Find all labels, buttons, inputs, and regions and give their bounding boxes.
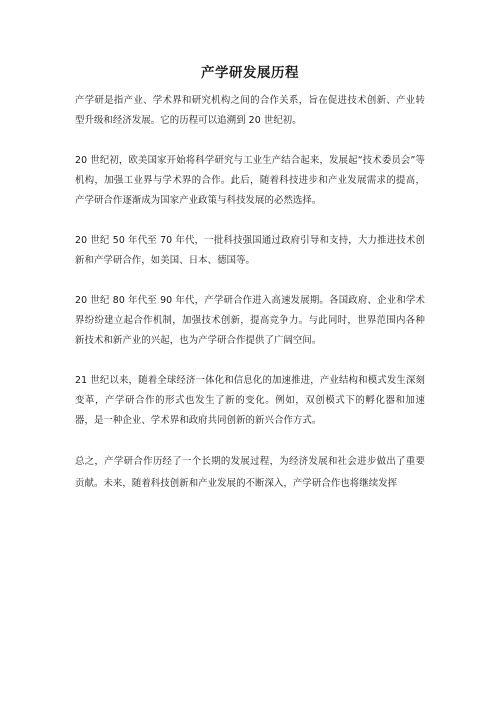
- paragraph-early-20th-century: 20 世纪初，欧美国家开始将科学研究与工业生产结合起来，发展起“技术委员会”等机构，加强工业界与学术界的合作。此后，随着科技进步和产业发展需求的提高，产学研合作逐渐成为国家产业政策与科技发展的必然选择。: [75, 155, 425, 206]
- paragraph-intro: 产学研是指产业、学术界和研究机构之间的合作关系，旨在促进技术创新、产业转型升级和经济发展。它的历程可以追溯到 20 世纪初。: [75, 95, 425, 126]
- document-page: [75, 64, 425, 515]
- paragraph-21st-century: 21 世纪以来，随着全球经济一体化和信息化的加速推进，产业结构和模式发生深刻变革，产学研合作的形式也发生了新的变化。例如，双创模式下的孵化器和加速器，是一种企业、学术界和政府共同创新的新兴合作方式。: [75, 375, 425, 426]
- paragraph-conclusion: 总之，产学研合作历经了一个长期的发展过程，为经济发展和社会进步做出了重要贡献。未来，随着科技创新和产业发展的不断深入，产学研合作也将继续发挥: [75, 456, 425, 489]
- paragraph-1980s-1990s: 20 世纪 80 年代至 90 年代，产学研合作进入高速发展期。各国政府、企业和学术界纷纷建立起合作机制，加强技术创新，提高竞争力。与此同时，世界范围内各种新技术和新产业的兴起，也为产学研合作提供了广阔空间。: [75, 295, 425, 346]
- paragraph-1950s-1970s: 20 世纪 50 年代至 70 年代，一批科技强国通过政府引导和支持，大力推进技术创新和产学研合作，如美国、日本、德国等。: [75, 235, 425, 266]
- document-title: 产学研发展历程: [201, 65, 299, 81]
